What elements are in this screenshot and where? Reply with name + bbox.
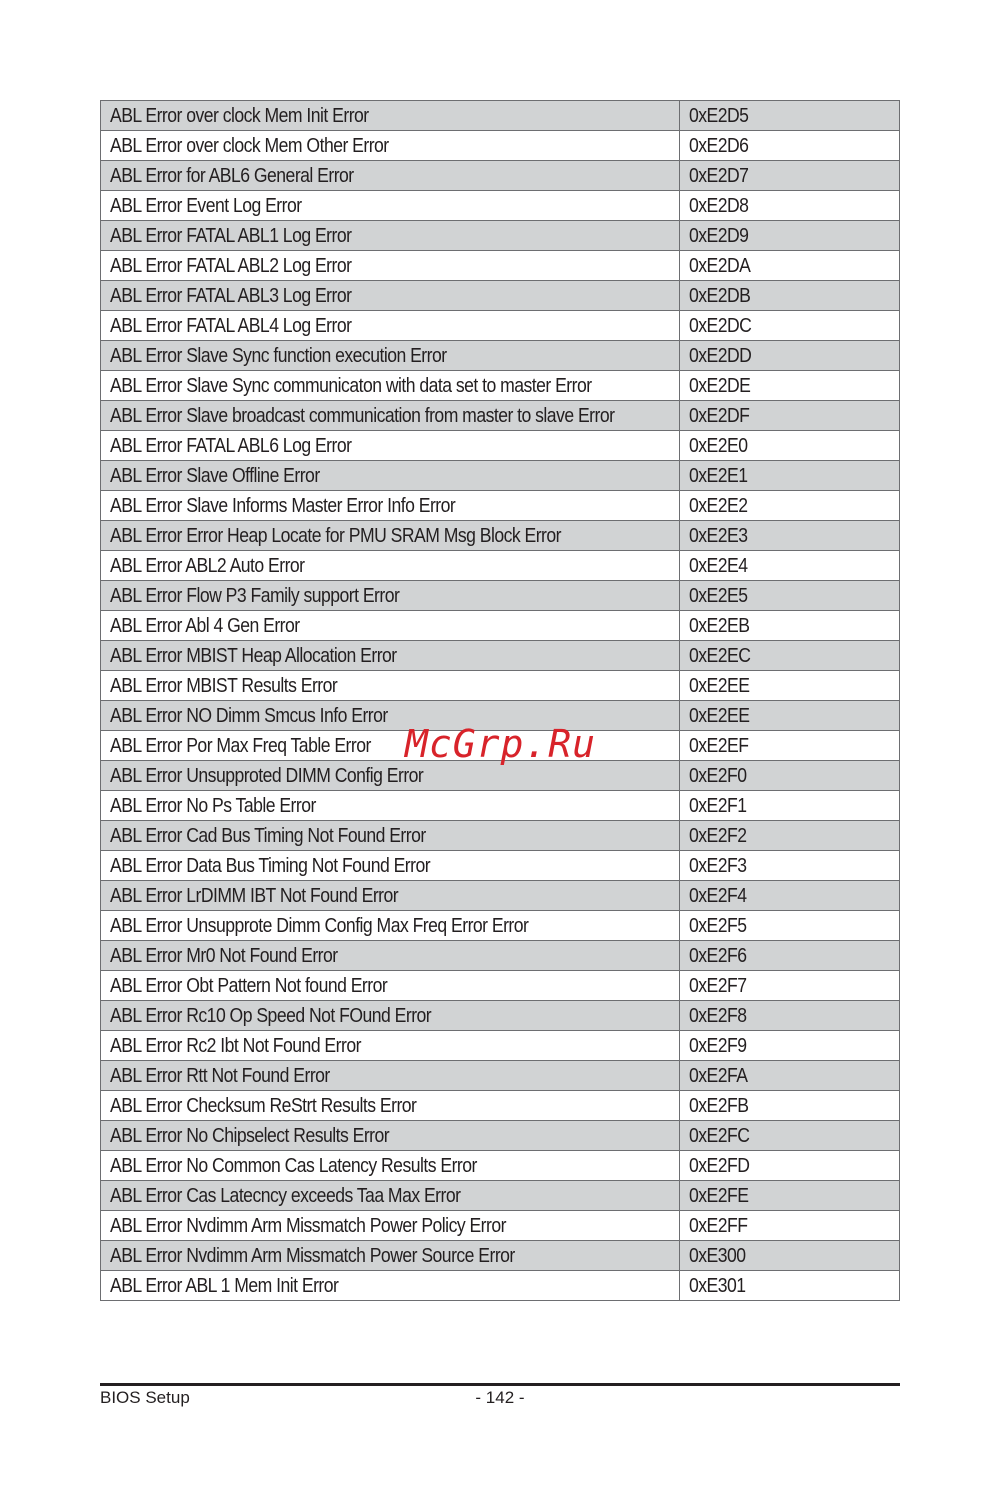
error-code-cell — [680, 461, 900, 491]
error-description-cell — [101, 341, 680, 371]
error-code-cell — [680, 941, 900, 971]
table-row — [101, 1061, 900, 1091]
error-code: 0xE2FB — [689, 1095, 749, 1117]
table-row — [101, 1181, 900, 1211]
error-code: 0xE2F8 — [689, 1005, 747, 1027]
table-row — [101, 251, 900, 281]
error-description: ABL Error Rc2 Ibt Not Found Error — [110, 1035, 361, 1057]
error-code-cell — [680, 371, 900, 401]
error-code: 0xE301 — [689, 1275, 746, 1297]
error-code-cell — [680, 851, 900, 881]
error-description-cell — [101, 1001, 680, 1031]
table-row — [101, 341, 900, 371]
error-description-cell — [101, 1121, 680, 1151]
error-description-cell — [101, 221, 680, 251]
error-description: ABL Error MBIST Heap Allocation Error — [110, 645, 397, 667]
error-code: 0xE2E5 — [689, 585, 748, 607]
table-row — [101, 401, 900, 431]
table-row — [101, 1151, 900, 1181]
error-code-cell — [680, 551, 900, 581]
table-row — [101, 941, 900, 971]
table-row — [101, 431, 900, 461]
table-row — [101, 191, 900, 221]
table-row — [101, 221, 900, 251]
error-description: ABL Error Checksum ReStrt Results Error — [110, 1095, 417, 1117]
error-description-cell — [101, 251, 680, 281]
error-code-cell — [680, 1031, 900, 1061]
error-code: 0xE2DA — [689, 255, 751, 277]
error-code-cell — [680, 1151, 900, 1181]
error-description-cell — [101, 1211, 680, 1241]
error-description: ABL Error ABL 1 Mem Init Error — [110, 1275, 339, 1297]
table-row — [101, 281, 900, 311]
error-code: 0xE2FC — [689, 1125, 750, 1147]
error-code: 0xE2DE — [689, 375, 751, 397]
error-code-cell — [680, 191, 900, 221]
error-description-cell — [101, 1181, 680, 1211]
error-description-cell — [101, 371, 680, 401]
error-description: ABL Error Slave Offline Error — [110, 465, 320, 487]
error-description: ABL Error No Chipselect Results Error — [110, 1125, 390, 1147]
error-code-cell — [680, 431, 900, 461]
error-code-cell — [680, 1091, 900, 1121]
table-row — [101, 1121, 900, 1151]
error-description: ABL Error Abl 4 Gen Error — [110, 615, 300, 637]
watermark: McGrp.Ru — [405, 722, 597, 766]
error-code: 0xE2E0 — [689, 435, 748, 457]
error-description: ABL Error Slave Informs Master Error Info Error — [110, 495, 456, 517]
error-description: ABL Error Cas Latecncy exceeds Taa Max Error — [110, 1185, 461, 1207]
error-description-cell — [101, 911, 680, 941]
error-code-cell — [680, 1181, 900, 1211]
error-code-cell — [680, 701, 900, 731]
error-code: 0xE2FA — [689, 1065, 748, 1087]
error-code-cell — [680, 281, 900, 311]
error-description-cell — [101, 131, 680, 161]
error-description: ABL Error Nvdimm Arm Missmatch Power Source Error — [110, 1245, 515, 1267]
table-row — [101, 791, 900, 821]
error-description: ABL Error FATAL ABL3 Log Error — [110, 285, 352, 307]
error-description-cell — [101, 581, 680, 611]
error-code: 0xE2DC — [689, 315, 752, 337]
error-description: ABL Error FATAL ABL1 Log Error — [110, 225, 352, 247]
table-row — [101, 881, 900, 911]
footer-divider — [100, 1383, 900, 1386]
error-description: ABL Error Unsupproted DIMM Config Error — [110, 765, 424, 787]
table-row — [101, 971, 900, 1001]
error-code: 0xE2E2 — [689, 495, 748, 517]
error-description: ABL Error Nvdimm Arm Missmatch Power Policy Error — [110, 1215, 506, 1237]
error-description: ABL Error over clock Mem Init Error — [110, 105, 369, 127]
error-code: 0xE2E4 — [689, 555, 748, 577]
error-code-cell — [680, 521, 900, 551]
table-row — [101, 101, 900, 131]
error-code-cell — [680, 1211, 900, 1241]
error-code-cell — [680, 821, 900, 851]
error-code: 0xE2FD — [689, 1155, 750, 1177]
error-description: ABL Error Por Max Freq Table Error — [110, 735, 371, 757]
error-code-cell — [680, 671, 900, 701]
error-description-cell — [101, 821, 680, 851]
error-code-cell — [680, 491, 900, 521]
error-code: 0xE2F9 — [689, 1035, 747, 1057]
table-row — [101, 821, 900, 851]
error-description: ABL Error Flow P3 Family support Error — [110, 585, 400, 607]
error-description: ABL Error ABL2 Auto Error — [110, 555, 305, 577]
error-description: ABL Error over clock Mem Other Error — [110, 135, 389, 157]
error-description-cell — [101, 461, 680, 491]
error-code-cell — [680, 1241, 900, 1271]
error-code: 0xE2F6 — [689, 945, 747, 967]
table-row — [101, 521, 900, 551]
table-row — [101, 851, 900, 881]
error-description-cell — [101, 641, 680, 671]
table-row — [101, 491, 900, 521]
error-code: 0xE2D8 — [689, 195, 749, 217]
error-description: ABL Error Obt Pattern Not found Error — [110, 975, 388, 997]
error-description-cell — [101, 431, 680, 461]
error-description-cell — [101, 851, 680, 881]
error-code-cell — [680, 761, 900, 791]
error-code-table — [100, 100, 900, 1301]
error-description: ABL Error NO Dimm Smcus Info Error — [110, 705, 388, 727]
error-code-cell — [680, 131, 900, 161]
error-description: ABL Error FATAL ABL6 Log Error — [110, 435, 352, 457]
error-description-cell — [101, 1271, 680, 1301]
table-row — [101, 311, 900, 341]
error-description-cell — [101, 281, 680, 311]
error-code-cell — [680, 251, 900, 281]
error-code-cell — [680, 791, 900, 821]
error-code: 0xE2DB — [689, 285, 751, 307]
table-row — [101, 581, 900, 611]
error-description-cell — [101, 1091, 680, 1121]
error-description-cell — [101, 611, 680, 641]
table-row — [101, 1091, 900, 1121]
error-code: 0xE300 — [689, 1245, 746, 1267]
error-code: 0xE2EE — [689, 705, 750, 727]
error-description: ABL Error MBIST Results Error — [110, 675, 338, 697]
error-code-cell — [680, 611, 900, 641]
error-code-cell — [680, 311, 900, 341]
error-code-cell — [680, 221, 900, 251]
error-code: 0xE2F3 — [689, 855, 747, 877]
error-description-cell — [101, 491, 680, 521]
error-description-cell — [101, 101, 680, 131]
table-row — [101, 611, 900, 641]
error-code: 0xE2DD — [689, 345, 752, 367]
error-description: ABL Error Error Heap Locate for PMU SRAM Msg Block Error — [110, 525, 561, 547]
error-description-cell — [101, 881, 680, 911]
error-code-cell — [680, 1061, 900, 1091]
error-code-cell — [680, 1121, 900, 1151]
error-code-cell — [680, 401, 900, 431]
error-description: ABL Error No Ps Table Error — [110, 795, 316, 817]
table-row — [101, 1271, 900, 1301]
table-row — [101, 1241, 900, 1271]
error-description-cell — [101, 191, 680, 221]
error-code-cell — [680, 911, 900, 941]
error-code-cell — [680, 1271, 900, 1301]
error-code-cell — [680, 101, 900, 131]
error-code-cell — [680, 581, 900, 611]
error-code: 0xE2D6 — [689, 135, 749, 157]
error-description: ABL Error Slave Sync communicaton with data set to master Error — [110, 375, 592, 397]
table-row — [101, 551, 900, 581]
table-row — [101, 911, 900, 941]
error-code: 0xE2D7 — [689, 165, 749, 187]
error-code-cell — [680, 971, 900, 1001]
error-description: ABL Error No Common Cas Latency Results Error — [110, 1155, 477, 1177]
error-description: ABL Error Rtt Not Found Error — [110, 1065, 330, 1087]
error-code-cell — [680, 641, 900, 671]
table-row — [101, 1001, 900, 1031]
error-description-cell — [101, 1151, 680, 1181]
error-code: 0xE2F5 — [689, 915, 747, 937]
table-row — [101, 1031, 900, 1061]
error-description-cell — [101, 941, 680, 971]
error-description: ABL Error Mr0 Not Found Error — [110, 945, 338, 967]
error-code: 0xE2E3 — [689, 525, 748, 547]
error-description-cell — [101, 1061, 680, 1091]
error-code: 0xE2F1 — [689, 795, 747, 817]
error-code-cell — [680, 341, 900, 371]
error-description: ABL Error Unsupprote Dimm Config Max Freq Error Error — [110, 915, 529, 937]
table-row — [101, 131, 900, 161]
error-description: ABL Error Data Bus Timing Not Found Error — [110, 855, 431, 877]
table-row — [101, 461, 900, 491]
error-description: ABL Error FATAL ABL4 Log Error — [110, 315, 352, 337]
error-description: ABL Error Slave Sync function execution Error — [110, 345, 447, 367]
error-code: 0xE2D9 — [689, 225, 749, 247]
error-code: 0xE2E1 — [689, 465, 748, 487]
table-row — [101, 641, 900, 671]
table-row — [101, 671, 900, 701]
error-description: ABL Error Slave broadcast communication from master to slave Error — [110, 405, 615, 427]
error-code: 0xE2DF — [689, 405, 750, 427]
error-code: 0xE2F4 — [689, 885, 747, 907]
error-description: ABL Error for ABL6 General Error — [110, 165, 354, 187]
error-description: ABL Error Cad Bus Timing Not Found Error — [110, 825, 426, 847]
error-description: ABL Error FATAL ABL2 Log Error — [110, 255, 352, 277]
error-description-cell — [101, 1031, 680, 1061]
error-code: 0xE2EC — [689, 645, 751, 667]
error-description-cell — [101, 971, 680, 1001]
error-code-cell — [680, 731, 900, 761]
error-description: ABL Error Event Log Error — [110, 195, 302, 217]
error-code: 0xE2EF — [689, 735, 749, 757]
table-row — [101, 161, 900, 191]
error-code: 0xE2D5 — [689, 105, 749, 127]
error-description-cell — [101, 311, 680, 341]
error-code-cell — [680, 1001, 900, 1031]
error-code: 0xE2F0 — [689, 765, 747, 787]
error-description-cell — [101, 551, 680, 581]
error-code: 0xE2F7 — [689, 975, 747, 997]
error-code: 0xE2F2 — [689, 825, 747, 847]
table-row — [101, 371, 900, 401]
error-code: 0xE2FE — [689, 1185, 749, 1207]
error-description-cell — [101, 791, 680, 821]
error-description-cell — [101, 1241, 680, 1271]
error-code: 0xE2EB — [689, 615, 750, 637]
error-code: 0xE2EE — [689, 675, 750, 697]
error-code-cell — [680, 161, 900, 191]
footer-section-title: BIOS Setup — [100, 1388, 190, 1407]
page-number: - 142 - — [475, 1388, 525, 1407]
error-code: 0xE2FF — [689, 1215, 748, 1237]
error-description-cell — [101, 161, 680, 191]
error-code-rows — [101, 101, 900, 1301]
error-code-cell — [680, 881, 900, 911]
error-description-cell — [101, 521, 680, 551]
error-description: ABL Error LrDIMM IBT Not Found Error — [110, 885, 399, 907]
error-description: ABL Error Rc10 Op Speed Not FOund Error — [110, 1005, 432, 1027]
error-description-cell — [101, 401, 680, 431]
table-row — [101, 1211, 900, 1241]
error-description-cell — [101, 671, 680, 701]
